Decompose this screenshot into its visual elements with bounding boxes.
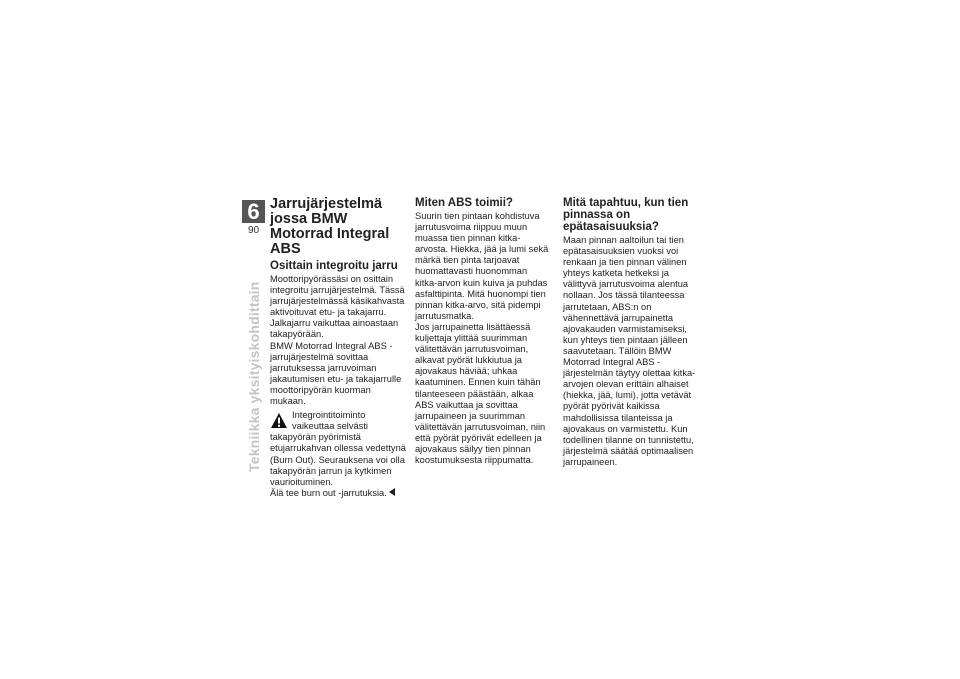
column-uneven-surface — [563, 197, 701, 468]
section-subtitle: Osittain integroitu jarru — [270, 260, 398, 272]
paragraph: Maan pinnan aaltoilun tai tien epätasaisuuksien vuoksi voi renkaan ja tien pinnan välinen yhteys katketa hetkeksi ja välittyvä jarrutusvoima alentua nollaan. Jos tässä tilanteessa jarrutetaan, ABS:n on vähennettävä jarrupainetta ajovakauden varmistamiseksi, kun yhteys tien pintaan jälleen saavutetaan. Tällöin BMW Motorrad Integral ABS -järjestelmän täytyy olettaa kitka-arvojen olevan erittäin alhaiset (hiekka, jää, lumi), jotta vetävät pyörät pyörivät kaikissa mahdollisissa tilanteissa ja ajovakaus on varmistettu. Kun todellinen tilanne on tunnistettu, järjestelmä säätää optimaalisen jarrupaineen. — [563, 235, 696, 467]
paragraph: Jos jarrupainetta lisättäessä kuljettaja ylittää suurimman välitettävän jarrutusvoiman, alkavat pyörät lukkiutua ja ajovakaus häviää; uhkaa kaatuminen. Ennen kuin tähän tilanteeseen päästään, alkaa ABS vaikuttaa ja sovittaa jarrupaineen ja suurimman välitettävän jarrutusvoiman, niin että pyörät pyörivät edelleen ja ajovakaus säilyy tien pinnan koostumuksesta riippumatta. — [415, 321, 546, 466]
section-title: Jarrujärjestelmä jossa BMW Motorrad Integral ABS — [270, 196, 390, 257]
warning-block — [270, 410, 406, 499]
chapter-vertical-label: Tekniikka yksityiskohdittain — [246, 281, 262, 472]
end-of-section-marker-icon — [389, 488, 395, 496]
section-title: Miten ABS toimii? — [415, 197, 513, 209]
warning-last-line-text: Älä tee burn out -jarrutuksia. — [270, 487, 387, 498]
page-number: 90 — [247, 225, 260, 236]
paragraph: Suurin tien pintaan kohdistuva jarrutusvoima riippuu muun muassa tien pinnan kitka-arvosta. Hiekka, jää ja lumi sekä märkä tien pinta tarjoavat huomattavasti huonomman kitka-arvon kuin kuiva ja puhdas asfalttipinta. Mitä huonompi tien pinnan kitka-arvo, sitä pidempi jarrutusmatka. — [415, 211, 549, 321]
warning-text: Integrointitoiminto vaikeuttaa selvästi takapyörän pyörimistä etujarrukahvan ollessa vedettynä (Burn Out). Seurauksena voi olla takapyörän jarrun ja kytkimen vaurioituminen. — [270, 410, 406, 487]
paragraph: Moottoripyörässäsi on osittain integroitu jarrujärjestelmä. Tässä jarrujärjestelmässä käsikahvasta aktivoituvat etu- ja takajarru. Jalkajarru vaikuttaa ainoastaan takapyörään. — [270, 274, 405, 340]
warning-triangle-icon — [270, 412, 288, 429]
column-how-abs-works — [415, 197, 551, 466]
chapter-number-tab: 6 — [242, 200, 265, 223]
warning-last-line — [270, 488, 406, 499]
paragraph: BMW Motorrad Integral ABS -jarrujärjestelmä sovittaa jarrutuksessa jarruvoiman jakautumisen etu- ja takajarrulle moottoripyörän kuorman mukaan. — [270, 340, 402, 407]
column-integral-abs — [270, 197, 406, 499]
section-title: Mitä tapahtuu, kun tien pinnassa on epätasaisuuksia? — [563, 197, 689, 233]
